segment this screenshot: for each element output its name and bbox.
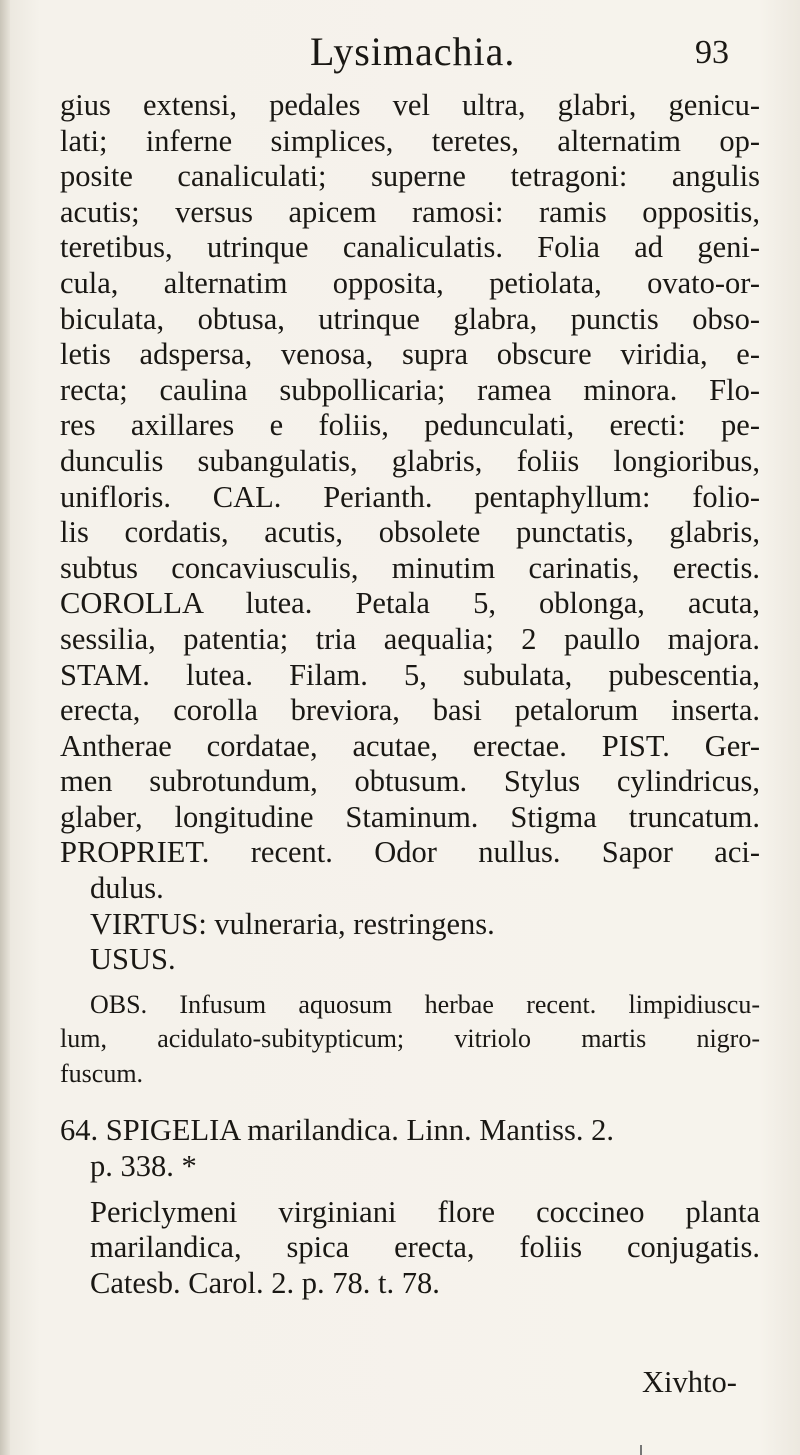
text-line: teretibus, utrinque canaliculatis. Folia ad geni- — [60, 230, 760, 265]
spacer — [60, 1185, 760, 1195]
virtus-line: USUS. — [90, 942, 176, 977]
text-line: STAM. lutea. Filam. 5, subulata, pubescentia, — [60, 657, 760, 692]
proprietates-line: dulus. — [90, 871, 164, 906]
proprietates-line: VIRTUS: vulneraria, restringens. — [90, 906, 495, 941]
text-line: sessilia, patentia; tria aequalia; 2 paullo majora. — [60, 621, 760, 656]
obs-line: OBS. Infusum aquosum herbae recent. limpidiuscu- — [90, 989, 760, 1019]
page-gutter — [0, 0, 10, 1455]
main-text — [60, 88, 760, 1301]
text-line: biculata, obtusa, utrinque glabra, punctis obso- — [60, 301, 760, 336]
text-line: lati; inferne simplices, teretes, alternatim op- — [60, 123, 760, 158]
catchword: Xivhto- — [642, 1365, 737, 1399]
spacer — [60, 978, 760, 988]
text-line: glaber, longitudine Staminum. Stigma truncatum. — [60, 799, 760, 834]
text-line: PROPRIET. recent. Odor nullus. Sapor aci- — [60, 835, 760, 870]
obs-line: lum, acidulato-subitypticum; vitriolo martis nigro- — [60, 1024, 760, 1054]
text-line: dunculis subangulatis, glabris, foliis longioribus, — [60, 443, 760, 478]
text-line: men subrotundum, obtusum. Stylus cylindricus, — [60, 764, 760, 799]
text-line: subtus concaviusculis, minutim carinatis, erectis. — [60, 550, 760, 585]
entry-citation: Catesb. Carol. 2. p. 78. t. 78. — [90, 1265, 440, 1300]
text-line: cula, alternatim opposita, petiolata, ovato-or- — [60, 265, 760, 300]
text-line: acutis; versus apicem ramosi: ramis oppositis, — [60, 194, 760, 229]
entry-heading: 64. SPIGELIA marilandica. Linn. Mantiss. 2. — [60, 1113, 615, 1148]
text-line: erecta, corolla breviora, basi petalorum inserta. — [60, 693, 760, 728]
page-number: 93 — [695, 34, 729, 71]
text-line: letis adspersa, venosa, supra obscure viridia, e- — [60, 337, 760, 372]
observation-block — [60, 988, 760, 1092]
text-line: unifloris. CAL. Perianth. pentaphyllum: folio- — [60, 479, 760, 514]
text-line: gius extensi, pedales vel ultra, glabri, genicu- — [60, 88, 760, 122]
text-line: COROLLA lutea. Petala 5, oblonga, acuta, — [60, 586, 760, 621]
text-line: Antherae cordatae, acutae, erectae. PIST. Ger- — [60, 728, 760, 763]
entry-description: Periclymeni virginiani flore coccineo planta — [90, 1194, 760, 1229]
text-line: recta; caulina subpollicaria; ramea minora. Flo- — [60, 372, 760, 407]
page-header — [0, 28, 800, 78]
spacer — [60, 1091, 760, 1113]
text-line: posite canaliculati; superne tetragoni: angulis — [60, 159, 760, 194]
obs-line: fuscum. — [60, 1058, 144, 1088]
running-title: Lysimachia. — [310, 29, 516, 74]
text-line: lis cordatis, acutis, obsolete punctatis, glabris, — [60, 515, 760, 550]
entry-reference: p. 338. * — [90, 1148, 197, 1183]
text-line: res axillares e foliis, pedunculati, erecti: pe- — [60, 408, 760, 443]
entry-description: marilandica, spica erecta, foliis conjugatis. — [90, 1230, 760, 1265]
margin-mark — [640, 1445, 642, 1455]
